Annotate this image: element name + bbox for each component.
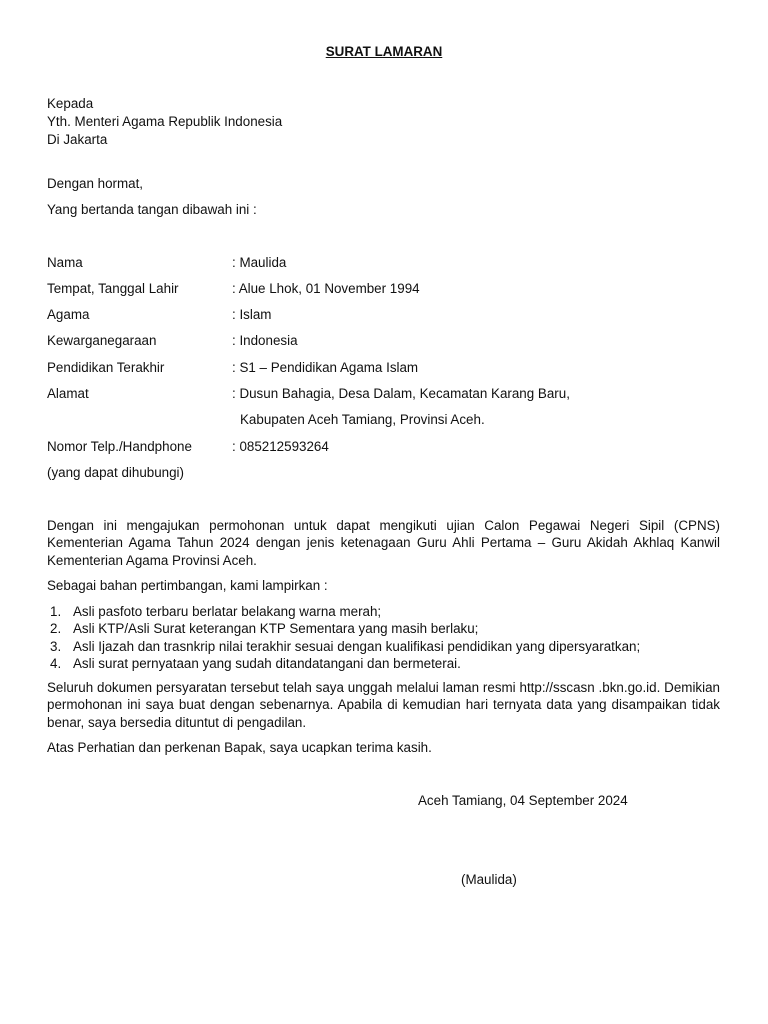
- citizenship-value: : Indonesia: [232, 333, 298, 348]
- list-item-text: Asli surat pernyataan yang sudah ditandatangani dan bermeterai.: [73, 655, 461, 671]
- list-item: [47, 655, 720, 672]
- attachments-list: [47, 603, 720, 672]
- attachments-intro: Sebagai bahan pertimbangan, kami lampirkan :: [47, 578, 328, 593]
- phone-note: (yang dapat dihubungi): [47, 465, 184, 480]
- phone-label: Nomor Telp./Handphone: [47, 439, 192, 454]
- letter-title: SURAT LAMARAN: [325, 44, 443, 59]
- name-label: Nama: [47, 255, 83, 270]
- list-item: [47, 638, 720, 655]
- intro-line: Yang bertanda tangan dibawah ini :: [47, 202, 257, 217]
- list-item-text: Asli pasfoto terbaru berlatar belakang warna merah;: [73, 604, 382, 619]
- birth-label: Tempat, Tanggal Lahir: [47, 281, 179, 296]
- religion-label: Agama: [47, 307, 90, 322]
- name-value: : Maulida: [232, 255, 287, 270]
- place-date: Aceh Tamiang, 04 September 2024: [418, 793, 628, 808]
- list-item-text: Asli Ijazah dan trasnkrip nilai terakhir sesuai dengan kualifikasi pendidikan yang dipersyaratkan;: [73, 638, 641, 654]
- education-label: Pendidikan Terakhir: [47, 360, 165, 375]
- recipient-line-1: Kepada: [47, 96, 94, 111]
- recipient-line-2: Yth. Menteri Agama Republik Indonesia: [47, 114, 283, 129]
- address-value-line-2: Kabupaten Aceh Tamiang, Provinsi Aceh.: [240, 412, 485, 427]
- list-item-number: 4.: [50, 655, 62, 671]
- address-value-line-1: : Dusun Bahagia, Desa Dalam, Kecamatan Karang Baru,: [232, 386, 570, 401]
- list-item-number: 3.: [50, 638, 62, 654]
- list-item: [47, 620, 720, 637]
- citizenship-label: Kewarganegaraan: [47, 333, 157, 348]
- list-item-text: Asli KTP/Asli Surat keterangan KTP Sementara yang masih berlaku;: [73, 621, 479, 637]
- address-label: Alamat: [47, 386, 89, 401]
- closing-line: Atas Perhatian dan perkenan Bapak, saya ucapkan terima kasih.: [47, 740, 432, 755]
- list-item: [47, 603, 720, 620]
- phone-value: : 085212593264: [232, 439, 329, 454]
- religion-value: : Islam: [232, 307, 272, 322]
- greeting: Dengan hormat,: [47, 176, 144, 191]
- list-item-number: 2.: [50, 621, 62, 637]
- application-paragraph: Dengan ini mengajukan permohonan untuk dapat mengikuti ujian Calon Pegawai Negeri Sipil (CPNS) Kementerian Agama Tahun 2024 dengan jenis ketenagaan Guru Ahli Pertama – Guru Akidah Akhlaq Kanwil Kementerian Agama Provinsi Aceh.: [47, 518, 720, 568]
- education-value: : S1 – Pendidikan Agama Islam: [232, 360, 419, 375]
- recipient-line-3: Di Jakarta: [47, 132, 108, 147]
- list-item-number: 1.: [50, 604, 62, 619]
- signatory-name: (Maulida): [461, 872, 517, 887]
- birth-value: : Alue Lhok, 01 November 1994: [232, 281, 420, 296]
- declaration-paragraph: Seluruh dokumen persyaratan tersebut telah saya unggah melalui laman resmi http://sscasn .bkn.go.id. Demikian permohonan ini saya buat dengan sebenarnya. Apabila di kemudian hari ternyata data yang disampaikan tidak benar, saya bersedia dituntut di pengadilan.: [47, 680, 720, 730]
